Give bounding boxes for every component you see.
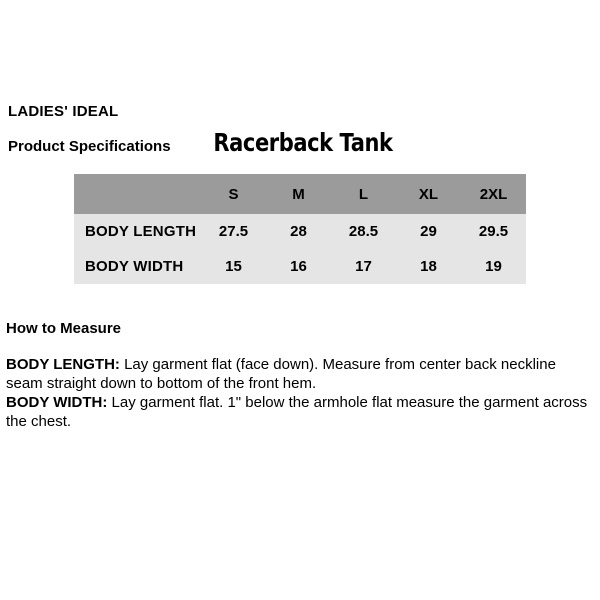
body-width-value-s: 15 [225, 258, 242, 275]
body-width-value-2xl: 19 [485, 258, 502, 275]
corner-cell [74, 174, 201, 214]
row-label-body-width: BODY WIDTH [85, 258, 184, 275]
brand-name: LADIES' IDEAL [8, 103, 119, 120]
instruction-body-width-term: BODY WIDTH: [6, 394, 108, 411]
size-column-header-l: L [358, 185, 369, 203]
section-label: Product Specifications [8, 138, 171, 155]
instruction-body-length [6, 356, 594, 393]
size-column-header-m: M [292, 185, 305, 203]
size-column-header-2xl: 2XL [479, 185, 508, 203]
instruction-body-width-text: Lay garment flat. 1" below the armhole flat measure the garment across the chest. [6, 394, 588, 430]
body-width-value-l: 17 [355, 258, 372, 275]
instruction-body-length-term: BODY LENGTH: [6, 356, 120, 373]
size-table [74, 174, 526, 284]
body-length-value-m: 28 [290, 223, 307, 240]
size-table-header-row [74, 174, 526, 214]
measure-instructions [6, 356, 594, 432]
instruction-body-width [6, 394, 594, 431]
size-column-header-xl: XL [418, 185, 439, 203]
body-length-value-xl: 29 [420, 223, 437, 240]
body-length-value-l: 28.5 [348, 223, 379, 240]
product-title: Racerback Tank [213, 128, 393, 157]
row-label-body-length: BODY LENGTH [85, 223, 197, 240]
how-to-measure-heading: How to Measure [6, 320, 122, 337]
body-length-value-s: 27.5 [218, 223, 249, 240]
table-row-body-length [74, 214, 526, 249]
body-length-value-2xl: 29.5 [478, 223, 509, 240]
size-column-header-s: S [228, 185, 239, 203]
body-width-value-m: 16 [290, 258, 307, 275]
table-row-body-width [74, 249, 526, 284]
body-width-value-xl: 18 [420, 258, 437, 275]
instruction-body-length-text: Lay garment flat (face down). Measure from center back neckline seam straight down to bottom of the front hem. [6, 356, 556, 392]
